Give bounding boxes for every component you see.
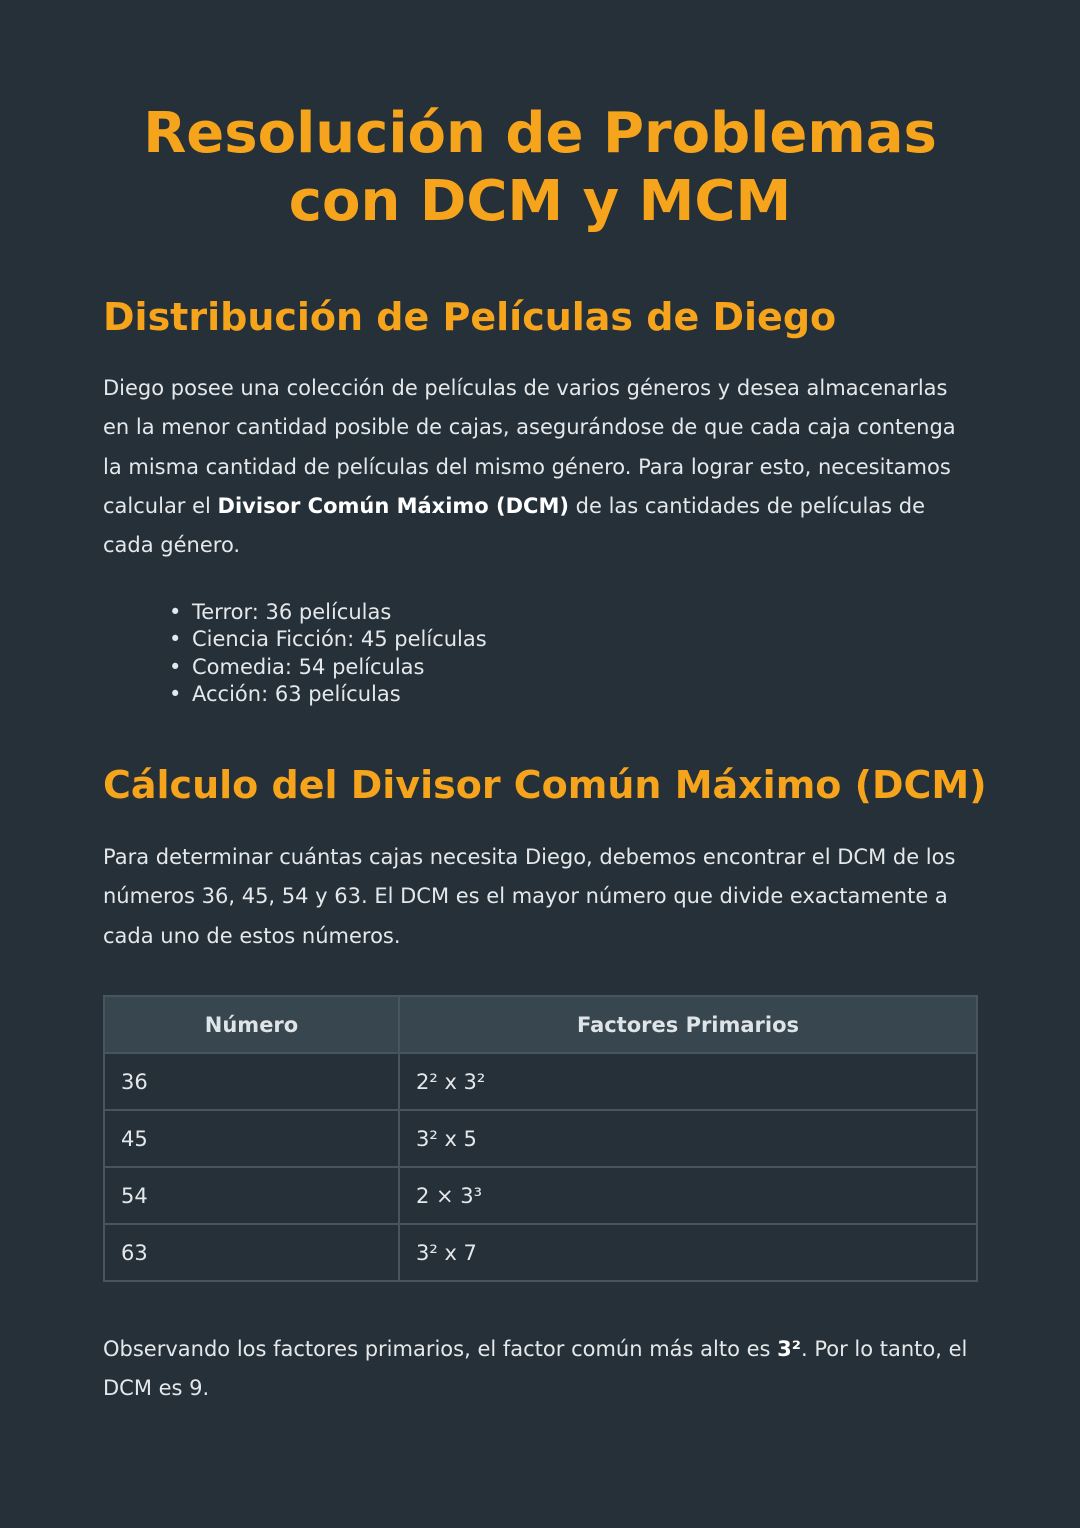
list-item-text: Acción: 63 películas	[192, 681, 401, 706]
section-heading-distribution: Distribución de Películas de Diego	[103, 295, 837, 339]
dcm-paragraph: Para determinar cuántas cajas necesita Diego, debemos encontrar el DCM de los números 36, 45, 54 y 63. El DCM es el mayor número que divide exactamente a cada uno de estos números.	[103, 845, 956, 948]
table-row	[104, 1053, 977, 1110]
table-cell-factors: 2 × 3³	[399, 1167, 977, 1224]
table-cell-factors: 3² x 7	[399, 1224, 977, 1281]
list-item	[103, 681, 487, 708]
conclusion-text-end: . Por lo tanto, el DCM es 9.	[103, 1337, 968, 1401]
genre-list	[103, 599, 487, 708]
table-cell-number: 45	[104, 1110, 399, 1167]
section-heading-dcm: Cálculo del Divisor Común Máximo (DCM)	[103, 763, 987, 807]
table-cell-factors: 3² x 5	[399, 1110, 977, 1167]
intro-text-end: de las cantidades de películas de cada género.	[103, 493, 926, 558]
list-item	[103, 626, 487, 653]
table-cell-number: 36	[104, 1053, 399, 1110]
list-item	[103, 654, 487, 681]
intro-paragraph	[103, 369, 978, 565]
conclusion-bold-factor: 3²	[777, 1337, 801, 1361]
page-title: Resolución de Problemas con DCM y MCM	[143, 101, 937, 234]
intro-text-start: Diego posee una colección de películas de varios géneros y desea almacenarlas en la menor cantidad posible de cajas, asegurándose de que cada caja contenga la misma cantidad de películas del mismo género. Para lograr esto, necesitamos calcular el	[103, 376, 956, 518]
table-cell-number: 63	[104, 1224, 399, 1281]
list-item	[103, 599, 487, 626]
bullet-icon: •	[169, 654, 182, 679]
prime-factors-table	[103, 995, 978, 1282]
table-row	[104, 1167, 977, 1224]
table-header-factors: Factores Primarios	[399, 996, 977, 1053]
table-cell-factors: 2² x 3²	[399, 1053, 977, 1110]
list-item-text: Terror: 36 películas	[192, 600, 392, 624]
intro-bold-term: Divisor Común Máximo (DCM)	[217, 493, 569, 518]
table-row	[104, 1110, 977, 1167]
bullet-icon: •	[169, 627, 182, 652]
table-header-row	[104, 996, 977, 1053]
bullet-icon: •	[169, 681, 182, 706]
conclusion-text-start: Observando los factores primarios, el factor común más alto es	[103, 1337, 778, 1361]
table-header-number: Número	[104, 996, 399, 1053]
list-item-text: Ciencia Ficción: 45 películas	[192, 627, 487, 652]
conclusion-paragraph	[103, 1330, 978, 1409]
list-item-text: Comedia: 54 películas	[192, 654, 425, 679]
bullet-icon: •	[169, 600, 182, 624]
table-cell-number: 54	[104, 1167, 399, 1224]
table-row	[104, 1224, 977, 1281]
